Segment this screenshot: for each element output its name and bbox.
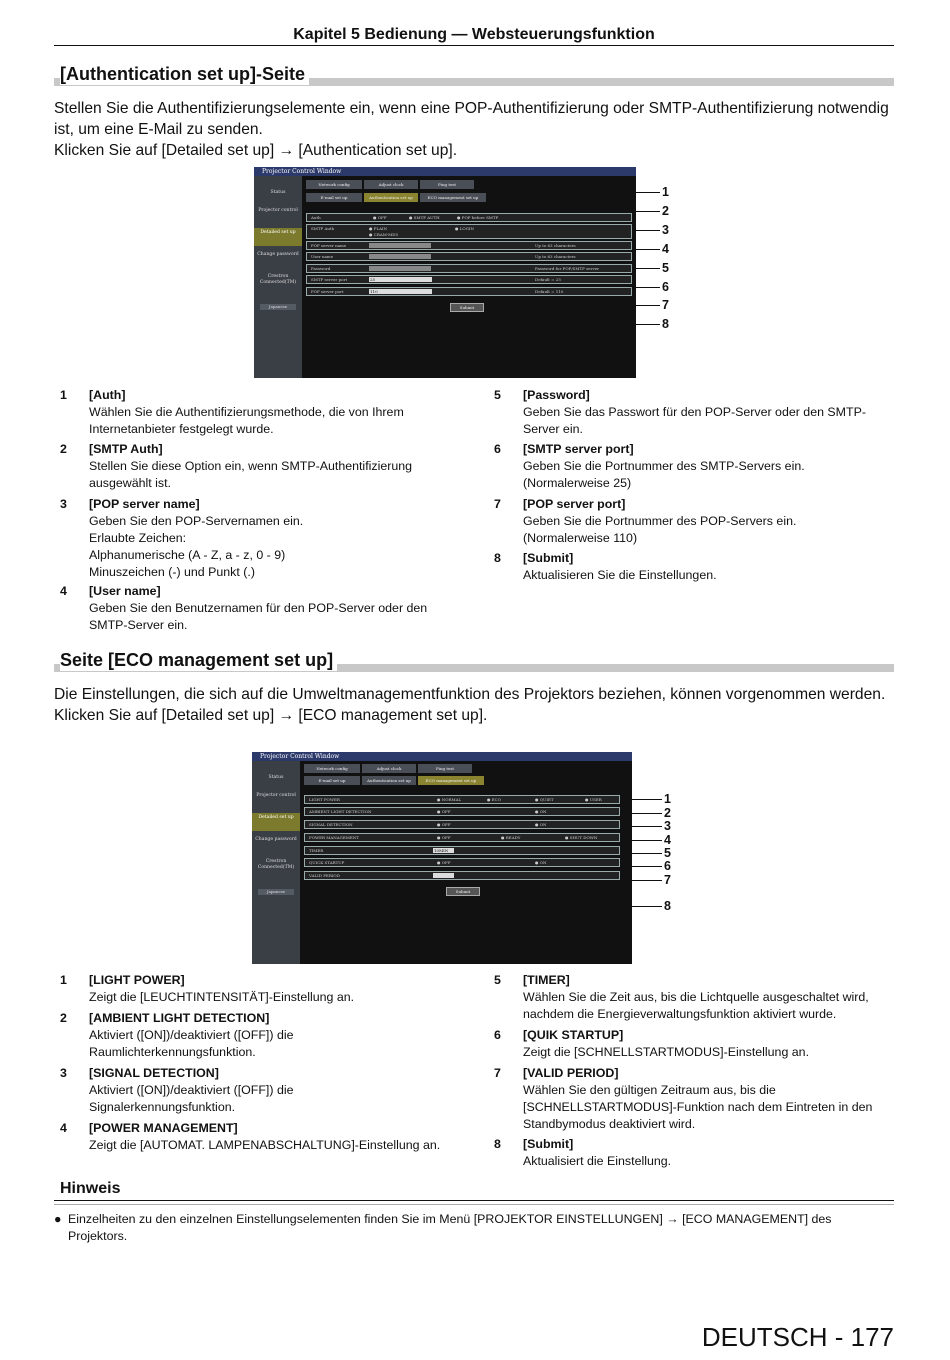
tab-item: Ping test	[418, 764, 472, 773]
callout-number: 2	[664, 806, 671, 820]
item-desc: Aktiviert ([ON])/deaktiviert ([OFF]) die	[89, 1028, 294, 1042]
list-item	[60, 387, 480, 438]
hinweis-rule	[54, 1200, 894, 1201]
submit-button: Submit	[450, 303, 484, 312]
form-row	[306, 264, 632, 273]
form-row	[306, 241, 632, 250]
sidebar-item: Projector control	[258, 208, 298, 213]
item-desc: Server ein.	[523, 422, 583, 436]
input-field	[369, 254, 431, 259]
row-label: TIMER	[309, 848, 324, 853]
submit-button: Submit	[446, 887, 480, 896]
item-desc: Standbymodus deaktiviert wird.	[523, 1117, 696, 1131]
eco-section-heading	[54, 648, 894, 672]
item-desc: Aktualisiert die Einstellung.	[523, 1154, 672, 1168]
list-item	[494, 550, 904, 584]
radio-option: ● LOGIN	[455, 226, 474, 231]
item-number: 2	[60, 442, 67, 456]
item-number: 7	[494, 1066, 501, 1080]
row-label: SIGNAL DETECTION	[309, 822, 353, 827]
item-desc: Wählen Sie den gültigen Zeitraum aus, bis die	[523, 1083, 776, 1097]
tab-item: Network config	[304, 764, 360, 773]
tab-item: Network config	[306, 180, 362, 189]
sidebar-item: Change password	[257, 252, 299, 257]
radio-option: ● QUIET	[535, 797, 554, 802]
callout-line	[632, 249, 660, 250]
callout-line	[632, 305, 660, 306]
radio-option: ● SMTP AUTH	[409, 215, 440, 220]
list-item	[494, 441, 904, 492]
item-desc: Zeigt die [SCHNELLSTARTMODUS]-Einstellung an.	[523, 1045, 810, 1059]
radio-option: ● POP before SMTP	[457, 215, 499, 220]
callout-line	[632, 230, 660, 231]
radio-option: ● ON	[535, 809, 547, 814]
auth-intro-block	[54, 98, 894, 161]
item-desc: Wählen Sie die Authentifizierungsmethode, die von Ihrem	[89, 405, 404, 419]
tab-item: Adjust clock	[364, 180, 418, 189]
row-label: LIGHT POWER	[309, 797, 340, 802]
item-title: [User name]	[89, 584, 161, 598]
form-row	[306, 224, 632, 239]
form-row	[306, 252, 632, 261]
form-row	[304, 795, 620, 804]
radio-option: ● ON	[535, 860, 547, 865]
header-rule	[54, 45, 894, 46]
callout-number: 5	[664, 846, 671, 860]
radio-option: ● ECO	[487, 797, 502, 802]
screenshot-sidebar	[254, 176, 302, 378]
list-item	[494, 1136, 904, 1170]
item-desc: Signalerkennungsfunktion.	[89, 1100, 236, 1114]
item-desc: Internetanbieter festgelegt wurde.	[89, 422, 274, 436]
item-title: [VALID PERIOD]	[523, 1066, 619, 1080]
list-item	[494, 387, 904, 438]
item-desc: Geben Sie den Benutzernamen für den POP-Server oder den	[89, 601, 428, 615]
item-desc: Stellen Sie diese Option ein, wenn SMTP-Authentifizierung	[89, 459, 413, 473]
list-item	[60, 1065, 480, 1116]
callout-number: 1	[664, 792, 671, 806]
input-field	[369, 243, 431, 248]
item-number: 5	[494, 973, 501, 987]
item-title: [Submit]	[523, 551, 574, 565]
item-desc: [SCHNELLSTARTMODUS]-Funktion nach dem Eintreten in den	[523, 1100, 873, 1114]
item-title: [AMBIENT LIGHT DETECTION]	[89, 1011, 270, 1025]
list-item	[60, 1120, 480, 1154]
radio-option: ● OFF	[437, 809, 451, 814]
callout-line	[632, 287, 660, 288]
sidebar-item: Detailed set up	[254, 228, 302, 246]
item-number: 1	[60, 388, 67, 402]
bullet-icon: ●	[54, 1212, 62, 1226]
item-desc: Zeigt die [AUTOMAT. LAMPENABSCHALTUNG]-Einstellung an.	[89, 1138, 441, 1152]
callout-number: 5	[662, 261, 669, 275]
radio-option: ● OFF	[437, 822, 451, 827]
list-item	[60, 441, 480, 492]
form-row	[304, 846, 620, 855]
item-desc: (Normalerweise 110)	[523, 531, 638, 545]
callout-number: 7	[662, 298, 669, 312]
item-desc: Zeigt die [LEUCHTINTENSITÄT]-Einstellung an.	[89, 990, 355, 1004]
hinweis-note	[54, 1211, 894, 1245]
item-desc: (Normalerweise 25)	[523, 476, 632, 490]
form-row	[306, 287, 632, 296]
row-label: POP server name	[311, 243, 347, 248]
tab-item: ECO management set up	[418, 776, 484, 785]
auth-section-heading	[54, 62, 894, 86]
callout-line	[474, 324, 660, 325]
radio-option: ● SHUT DOWN	[565, 835, 598, 840]
screenshot-sidebar	[252, 761, 300, 964]
input-field	[433, 873, 454, 878]
input-field: 110	[369, 289, 432, 294]
callout-number: 1	[662, 185, 669, 199]
form-row	[304, 858, 620, 867]
sidebar-item: Projector control	[256, 793, 296, 798]
radio-option: ● USER	[585, 797, 602, 802]
tab-item: Adjust clock	[362, 764, 416, 773]
auth-intro: Stellen Sie die Authentifizierungselemente ein, wenn eine POP-Authentifizierung oder SMTP-Authentifizierung notwendig ist, um eine E-Mail zu senden.	[54, 100, 889, 138]
list-item	[494, 972, 904, 1023]
item-desc: Geben Sie das Passwort für den POP-Server oder den SMTP-	[523, 405, 866, 419]
row-label: User name	[311, 254, 334, 259]
item-desc: nachdem die Energieverwaltungsfunktion aktiviert wurde.	[523, 1007, 837, 1021]
callout-line	[632, 211, 660, 212]
sidebar-item: Change password	[255, 837, 297, 842]
item-number: 6	[494, 1028, 501, 1042]
item-desc: Aktualisieren Sie die Einstellungen.	[523, 568, 717, 582]
form-row	[306, 213, 632, 222]
item-title: [Password]	[523, 388, 590, 402]
item-title: [LIGHT POWER]	[89, 973, 185, 987]
callout-line	[620, 799, 662, 800]
callout-line	[620, 840, 662, 841]
radio-option: ● OFF	[437, 860, 451, 865]
callout-line	[632, 268, 660, 269]
eco-intro: Die Einstellungen, die sich auf die Umweltmanagementfunktion des Projektors beziehen, können vorgenommen werden.	[54, 686, 886, 703]
item-desc: Geben Sie die Portnummer des POP-Servers ein.	[523, 514, 797, 528]
item-number: 7	[494, 497, 501, 511]
callout-line	[620, 853, 662, 854]
row-hint: Up to 63 characters	[535, 243, 576, 248]
row-label: AMBIENT LIGHT DETECTION	[309, 809, 372, 814]
input-field: 10MIN	[433, 848, 454, 853]
item-desc: Geben Sie den POP-Servernamen ein.	[89, 514, 304, 528]
item-number: 4	[60, 584, 67, 598]
auth-screenshot	[254, 167, 636, 378]
item-title: [TIMER]	[523, 973, 570, 987]
sidebar-item: Crestron Connected(TM)	[257, 859, 295, 870]
callout-line	[620, 866, 662, 867]
auth-section-title: [Authentication set up]-Seite	[60, 63, 309, 85]
item-desc: Minuszeichen (-) und Punkt (.)	[89, 565, 255, 579]
callout-number: 3	[662, 223, 669, 237]
list-item	[60, 1010, 480, 1061]
window-title: Projector Control Window	[252, 752, 632, 761]
hinweis-title: Hinweis	[60, 1180, 121, 1197]
row-label: SMTP Auth	[311, 226, 335, 231]
item-number: 8	[494, 551, 501, 565]
list-item	[60, 496, 480, 581]
row-hint: Default = 25	[535, 277, 561, 282]
row-hint: Up to 63 characters	[535, 254, 576, 259]
callout-number: 8	[662, 317, 669, 331]
list-item	[494, 496, 904, 547]
callout-number: 6	[664, 859, 671, 873]
item-number: 1	[60, 973, 67, 987]
input-field	[369, 266, 431, 271]
hinweis-text: Einzelheiten zu den einzelnen Einstellungselementen finden Sie im Menü [PROJEKTOR EINSTELLUNGEN] → [ECO MANAGEMENT] des Projektors.	[68, 1212, 832, 1243]
callout-line	[620, 826, 662, 827]
item-desc: ausgewählt ist.	[89, 476, 171, 490]
list-item	[60, 583, 480, 634]
eco-screenshot	[252, 752, 632, 964]
tab-item: E-mail set up	[304, 776, 360, 785]
list-item	[60, 972, 480, 1006]
item-title: [POP server name]	[89, 497, 200, 511]
sidebar-item: Detailed set up	[252, 813, 300, 831]
tab-item: Ping test	[420, 180, 474, 189]
eco-intro-block	[54, 684, 894, 726]
tab-item: Authentication set up	[364, 193, 418, 202]
item-title: [QUIK STARTUP]	[523, 1028, 624, 1042]
callout-line	[632, 192, 660, 193]
callout-number: 4	[664, 833, 671, 847]
item-desc: SMTP-Server ein.	[89, 618, 188, 632]
radio-option: ● PLAIN	[369, 226, 388, 231]
sidebar-item: Crestron Connected(TM)	[259, 274, 297, 285]
radio-option: ● OFF	[437, 835, 451, 840]
item-number: 4	[60, 1121, 67, 1135]
callout-number: 2	[662, 204, 669, 218]
callout-number: 4	[662, 242, 669, 256]
callout-line	[470, 906, 662, 907]
item-title: [SMTP server port]	[523, 442, 634, 456]
item-desc: Wählen Sie die Zeit aus, bis die Lichtquelle ausgeschaltet wird,	[523, 990, 869, 1004]
callout-line	[620, 813, 662, 814]
page-number: DEUTSCH - 177	[701, 1322, 894, 1352]
item-desc: Erlaubte Zeichen:	[89, 531, 187, 545]
form-row	[304, 807, 620, 816]
radio-option: ● CRAM-MD5	[369, 232, 399, 237]
row-label: QUICK STARTUP	[309, 860, 345, 865]
radio-option: ● NORMAL	[437, 797, 462, 802]
form-row	[304, 833, 620, 842]
window-title: Projector Control Window	[254, 167, 636, 176]
input-field: 25	[369, 277, 432, 282]
radio-option: ● OFF	[373, 215, 387, 220]
radio-option: ● READY	[501, 835, 521, 840]
callout-line	[620, 880, 662, 881]
callout-number: 8	[664, 899, 671, 913]
sidebar-item: Status	[270, 190, 286, 195]
form-row	[306, 275, 632, 284]
item-title: [SIGNAL DETECTION]	[89, 1066, 219, 1080]
form-row	[304, 820, 620, 829]
radio-option: ● ON	[535, 822, 547, 827]
callout-number: 7	[664, 873, 671, 887]
item-number: 6	[494, 442, 501, 456]
item-title: [POWER MANAGEMENT]	[89, 1121, 238, 1135]
item-desc: Aktiviert ([ON])/deaktiviert ([OFF]) die	[89, 1083, 294, 1097]
chapter-header: Kapitel 5 Bedienung — Websteuerungsfunktion	[293, 26, 655, 43]
item-title: [SMTP Auth]	[89, 442, 163, 456]
language-button: Japanese	[260, 304, 296, 310]
item-number: 3	[60, 497, 67, 511]
item-title: [POP server port]	[523, 497, 626, 511]
item-number: 5	[494, 388, 501, 402]
row-hint: Password for POP/SMTP server	[535, 266, 599, 271]
hinweis-heading	[54, 1180, 894, 1206]
hinweis-rule-thin	[54, 1204, 894, 1205]
item-number: 2	[60, 1011, 67, 1025]
item-desc: Alphanumerische (A - Z, a - z, 0 - 9)	[89, 548, 286, 562]
item-desc: Raumlichterkennungsfunktion.	[89, 1045, 256, 1059]
eco-instruction: Klicken Sie auf [Detailed set up] → [ECO management set up].	[54, 707, 488, 724]
row-hint: Default = 110	[535, 289, 564, 294]
auth-instruction: Klicken Sie auf [Detailed set up] → [Authentication set up].	[54, 142, 458, 159]
row-label: SMTP server port	[311, 277, 348, 282]
row-label: VALID PERIOD	[309, 873, 340, 878]
tab-item: ECO management set up	[420, 193, 486, 202]
item-title: [Submit]	[523, 1137, 574, 1151]
row-label: Password	[311, 266, 331, 271]
row-label: POWER MANAGEMENT	[309, 835, 359, 840]
item-number: 3	[60, 1066, 67, 1080]
language-button: Japanese	[258, 889, 294, 895]
list-item	[494, 1065, 904, 1133]
list-item	[494, 1027, 904, 1061]
item-desc: Geben Sie die Portnummer des SMTP-Servers ein.	[523, 459, 805, 473]
row-label: POP server port	[311, 289, 344, 294]
callout-number: 3	[664, 819, 671, 833]
sidebar-item: Status	[268, 775, 284, 780]
row-label: Auth	[311, 215, 321, 220]
tab-item: Authentication set up	[362, 776, 416, 785]
callout-number: 6	[662, 280, 669, 294]
item-title: [Auth]	[89, 388, 126, 402]
form-row	[304, 871, 620, 880]
eco-section-title: Seite [ECO management set up]	[60, 649, 337, 671]
item-number: 8	[494, 1137, 501, 1151]
tab-item: E-mail set up	[306, 193, 362, 202]
